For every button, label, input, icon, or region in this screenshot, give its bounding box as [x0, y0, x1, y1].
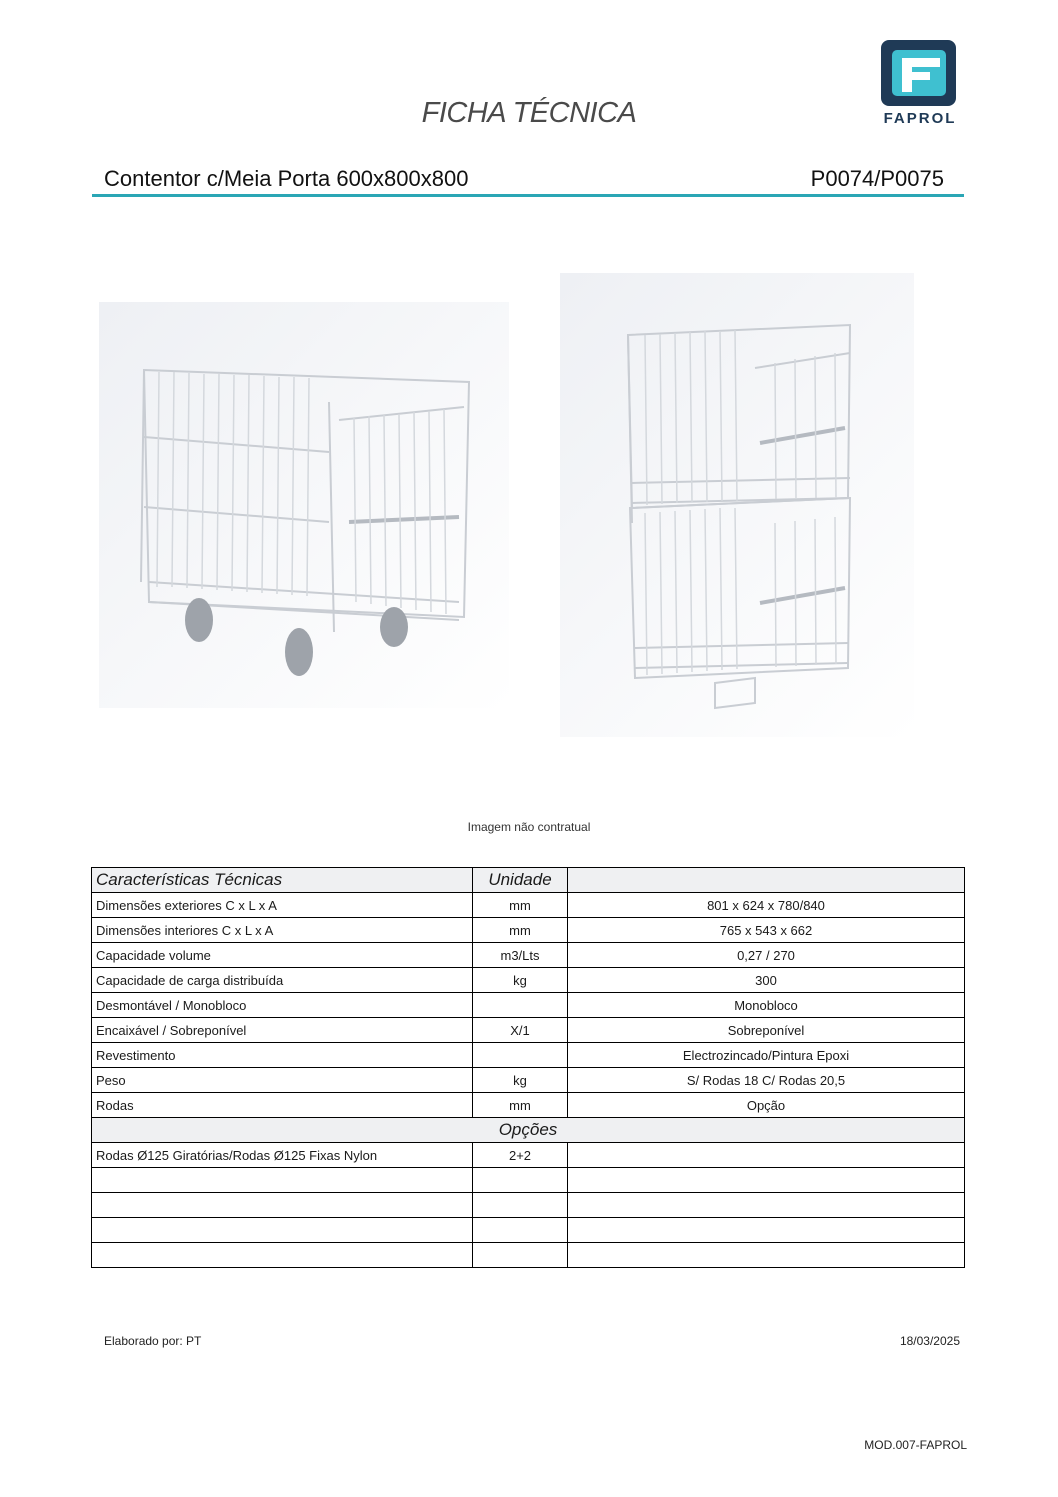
row-value: Monobloco: [568, 993, 965, 1018]
table-row: [92, 1068, 965, 1093]
row-label: Rodas: [92, 1093, 473, 1118]
row-unit: kg: [473, 1068, 568, 1093]
row-label: Dimensões exteriores C x L x A: [92, 893, 473, 918]
option-label: [92, 1168, 473, 1193]
header-caracteristicas: Características Técnicas: [92, 868, 473, 893]
option-label: Rodas Ø125 Giratórias/Rodas Ø125 Fixas Nylon: [92, 1143, 473, 1168]
row-value: 0,27 / 270: [568, 943, 965, 968]
product-image-single: [99, 302, 509, 708]
option-unit: [473, 1193, 568, 1218]
page-title: FICHA TÉCNICA: [421, 97, 637, 129]
row-value: Opção: [568, 1093, 965, 1118]
option-unit: [473, 1168, 568, 1193]
row-label: Capacidade volume: [92, 943, 473, 968]
table-row: [92, 943, 965, 968]
document-date: 18/03/2025: [899, 1334, 960, 1348]
option-row: [92, 1218, 965, 1243]
option-value: [568, 1143, 965, 1168]
row-value: 765 x 543 x 662: [568, 918, 965, 943]
option-row: [92, 1143, 965, 1168]
table-row: [92, 918, 965, 943]
option-unit: [473, 1218, 568, 1243]
option-unit: [473, 1243, 568, 1268]
table-row: [92, 1093, 965, 1118]
image-disclaimer: Imagem não contratual: [467, 820, 591, 834]
row-unit: mm: [473, 893, 568, 918]
table-header-row: [92, 868, 965, 893]
option-unit: 2+2: [473, 1143, 568, 1168]
row-unit: kg: [473, 968, 568, 993]
row-value: S/ Rodas 18 C/ Rodas 20,5: [568, 1068, 965, 1093]
table-row: [92, 1043, 965, 1068]
table-row: [92, 968, 965, 993]
specifications-table: [91, 867, 965, 1268]
row-value: 300: [568, 968, 965, 993]
row-label: Encaixável / Sobreponível: [92, 1018, 473, 1043]
title-divider: [92, 194, 964, 197]
row-unit: X/1: [473, 1018, 568, 1043]
option-label: [92, 1243, 473, 1268]
options-header: Opções: [92, 1118, 965, 1143]
option-value: [568, 1168, 965, 1193]
header-valor: [568, 868, 965, 893]
stacked-carts-illustration: [560, 273, 914, 737]
row-unit: m3/Lts: [473, 943, 568, 968]
option-row: [92, 1193, 965, 1218]
option-value: [568, 1243, 965, 1268]
row-unit: [473, 993, 568, 1018]
option-row: [92, 1168, 965, 1193]
row-value: 801 x 624 x 780/840: [568, 893, 965, 918]
row-value: Electrozincado/Pintura Epoxi: [568, 1043, 965, 1068]
row-label: Capacidade de carga distribuída: [92, 968, 473, 993]
row-label: Dimensões interiores C x L x A: [92, 918, 473, 943]
table-row: [92, 1018, 965, 1043]
product-name: Contentor c/Meia Porta 600x800x800: [104, 166, 469, 191]
option-value: [568, 1193, 965, 1218]
header-unidade: Unidade: [473, 868, 568, 893]
option-value: [568, 1218, 965, 1243]
model-reference: MOD.007-FAPROL: [864, 1438, 967, 1452]
row-unit: mm: [473, 1093, 568, 1118]
product-image-stacked: [560, 273, 914, 737]
product-code: P0074/P0075: [810, 166, 944, 191]
row-unit: mm: [473, 918, 568, 943]
row-label: Peso: [92, 1068, 473, 1093]
row-label: Revestimento: [92, 1043, 473, 1068]
option-row: [92, 1243, 965, 1268]
table-row: [92, 993, 965, 1018]
options-header-row: [92, 1118, 965, 1143]
elaborado-por: Elaborado por: PT: [104, 1334, 202, 1348]
option-label: [92, 1193, 473, 1218]
wire-cart-illustration: [99, 302, 509, 708]
option-label: [92, 1218, 473, 1243]
row-value: Sobreponível: [568, 1018, 965, 1043]
row-label: Desmontável / Monobloco: [92, 993, 473, 1018]
logo-text: FAPROL: [883, 110, 957, 127]
row-unit: [473, 1043, 568, 1068]
table-row: [92, 893, 965, 918]
